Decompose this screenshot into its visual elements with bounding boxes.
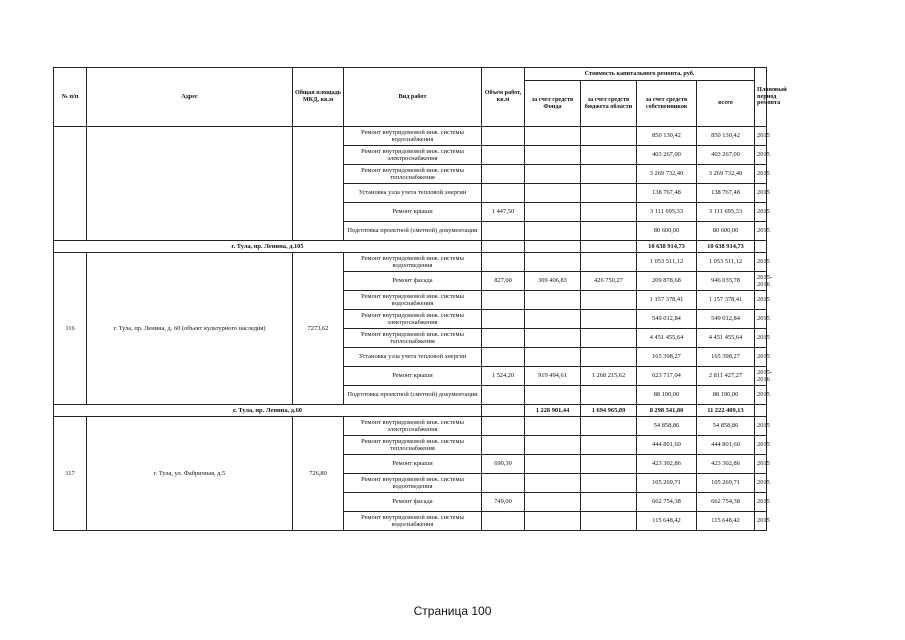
- cost-total: 946 035,78: [697, 272, 755, 291]
- repair-period: 2015: [755, 436, 767, 455]
- cost-own: 1 157 378,41: [637, 291, 697, 310]
- repair-period: 2015: [755, 512, 767, 531]
- cost-own: 1 053 511,12: [637, 253, 697, 272]
- cost-own: 54 858,86: [637, 417, 697, 436]
- total-row: [54, 241, 767, 253]
- cost-own: 444 801,60: [637, 436, 697, 455]
- total-budget: 1 694 965,89: [581, 405, 637, 417]
- row-address: г. Тула, ул. Фабричная, д.5: [87, 417, 293, 531]
- cost-total: 115 648,42: [697, 512, 755, 531]
- cost-total: 80 600,00: [697, 222, 755, 241]
- cost-own: 88 190,00: [637, 386, 697, 405]
- header-area: Общая площадь МКД, кв.м: [293, 68, 344, 127]
- cost-budget: [581, 127, 637, 146]
- work-type: Ремонт внутридомовой инж. системы электроснабжения: [344, 310, 482, 329]
- work-volume: [482, 184, 525, 203]
- table-row: [54, 417, 767, 436]
- cost-total: 138 767,48: [697, 184, 755, 203]
- header-address: Адрес: [87, 68, 293, 127]
- cost-fund: [525, 203, 581, 222]
- cost-budget: [581, 184, 637, 203]
- total-own: 8 298 541,80: [637, 405, 697, 417]
- work-volume: [482, 253, 525, 272]
- cost-own: 80 600,00: [637, 222, 697, 241]
- cost-own: 105 269,71: [637, 474, 697, 493]
- cost-own: 850 130,42: [637, 127, 697, 146]
- work-volume: [482, 386, 525, 405]
- work-type: Ремонт внутридомовой инж. системы электроснабжения: [344, 417, 482, 436]
- repair-period: 2015: [755, 184, 767, 203]
- cost-fund: [525, 310, 581, 329]
- repair-period: 2015: [755, 329, 767, 348]
- row-num: [54, 127, 87, 241]
- cost-total: 3 111 695,33: [697, 203, 755, 222]
- header-fund: за счет средств Фонда: [525, 81, 581, 127]
- total-label: г. Тула, пр. Ленина, д.105: [54, 241, 482, 253]
- repair-period: 2015: [755, 146, 767, 165]
- repair-period: 2015-2016: [755, 367, 767, 386]
- total-own: 10 638 914,73: [637, 241, 697, 253]
- cost-own: 403 267,00: [637, 146, 697, 165]
- cost-total: 662 754,38: [697, 493, 755, 512]
- cost-budget: [581, 253, 637, 272]
- repair-period: 2015: [755, 417, 767, 436]
- row-address: г. Тула, пр. Ленина, д. 60 (объект культурного наследия): [87, 253, 293, 405]
- row-address: [87, 127, 293, 241]
- cost-total: 3 269 732,40: [697, 165, 755, 184]
- repair-period: 2015: [755, 165, 767, 184]
- cost-fund: [525, 455, 581, 474]
- cost-total: 403 267,00: [697, 146, 755, 165]
- work-volume: 1 447,50: [482, 203, 525, 222]
- work-type: Подготовка проектной (сметной) документации: [344, 386, 482, 405]
- work-type: Ремонт внутридомовой инж. системы водоснабжения: [344, 291, 482, 310]
- repair-period: 2015: [755, 455, 767, 474]
- work-type: Ремонт крыши: [344, 455, 482, 474]
- header-num: № п/п: [54, 68, 87, 127]
- row-area: 7273,62: [293, 253, 344, 405]
- cost-own: 138 767,48: [637, 184, 697, 203]
- cost-total: 165 398,27: [697, 348, 755, 367]
- cost-total: 4 451 455,64: [697, 329, 755, 348]
- cost-budget: [581, 203, 637, 222]
- cost-fund: [525, 436, 581, 455]
- cost-own: 3 269 732,40: [637, 165, 697, 184]
- cost-total: 850 130,42: [697, 127, 755, 146]
- work-type: Ремонт внутридомовой инж. системы водоотведения: [344, 474, 482, 493]
- work-type: Ремонт внутридомовой инж. системы электроснабжения: [344, 146, 482, 165]
- total-sum: 11 222 409,13: [697, 405, 755, 417]
- cost-budget: [581, 310, 637, 329]
- cost-own: 549 012,84: [637, 310, 697, 329]
- total-fund: [525, 241, 581, 253]
- work-volume: [482, 127, 525, 146]
- work-type: Ремонт внутридомовой инж. системы водоснабжения: [344, 127, 482, 146]
- repair-period: 2015: [755, 348, 767, 367]
- work-type: Ремонт внутридомовой инж. системы теплоснабжения: [344, 329, 482, 348]
- header-work: Вид работ: [344, 68, 482, 127]
- total-budget: [581, 241, 637, 253]
- work-type: Ремонт фасада: [344, 493, 482, 512]
- cost-fund: [525, 291, 581, 310]
- work-type: Ремонт внутридомовой инж. системы теплоснабжения: [344, 436, 482, 455]
- repair-period: 2015: [755, 386, 767, 405]
- total-period: [755, 405, 767, 417]
- cost-fund: [525, 165, 581, 184]
- cost-fund: [525, 512, 581, 531]
- cost-total: 549 012,84: [697, 310, 755, 329]
- cost-budget: [581, 146, 637, 165]
- total-period: [755, 241, 767, 253]
- header-cost-group: Стоимость капитального ремонта, руб.: [525, 68, 755, 81]
- header-volume: Объем работ, кв.м: [482, 68, 525, 127]
- work-type: Ремонт крыши: [344, 367, 482, 386]
- work-volume: 1 524,20: [482, 367, 525, 386]
- cost-budget: 1 268 215,62: [581, 367, 637, 386]
- cost-fund: [525, 222, 581, 241]
- cost-fund: [525, 474, 581, 493]
- cost-budget: [581, 222, 637, 241]
- work-volume: [482, 474, 525, 493]
- cost-fund: 919 494,61: [525, 367, 581, 386]
- cost-fund: [525, 184, 581, 203]
- total-label: г. Тула, пр. Ленина, д.60: [54, 405, 482, 417]
- cost-own: 209 878,68: [637, 272, 697, 291]
- cost-total: 423 302,86: [697, 455, 755, 474]
- cost-fund: [525, 253, 581, 272]
- row-area: [293, 127, 344, 241]
- work-type: Ремонт внутридомовой инж. системы водоотведения: [344, 253, 482, 272]
- row-num: 117: [54, 417, 87, 531]
- cost-own: 3 111 695,33: [637, 203, 697, 222]
- table-row: [54, 253, 767, 272]
- row-num: 116: [54, 253, 87, 405]
- cost-own: 423 302,86: [637, 455, 697, 474]
- work-volume: [482, 146, 525, 165]
- cost-total: 2 811 427,27: [697, 367, 755, 386]
- work-volume: [482, 222, 525, 241]
- cost-budget: [581, 455, 637, 474]
- cost-budget: [581, 329, 637, 348]
- cost-fund: 309 406,83: [525, 272, 581, 291]
- work-type: Ремонт внутридомовой инж. системы водоснабжения: [344, 512, 482, 531]
- cost-fund: [525, 348, 581, 367]
- cost-total: 54 858,86: [697, 417, 755, 436]
- cost-own: 623 717,04: [637, 367, 697, 386]
- work-volume: [482, 417, 525, 436]
- cost-budget: [581, 493, 637, 512]
- header-total: всего: [697, 81, 755, 127]
- total-row: [54, 405, 767, 417]
- cost-budget: [581, 291, 637, 310]
- repair-period: 2015: [755, 493, 767, 512]
- repair-period: 2015: [755, 291, 767, 310]
- work-volume: [482, 436, 525, 455]
- header-budget: за счет средств бюджета области: [581, 81, 637, 127]
- work-type: Подготовка проектной (сметной) документации: [344, 222, 482, 241]
- repair-cost-table: [53, 67, 787, 531]
- work-type: Ремонт крыши: [344, 203, 482, 222]
- cost-budget: [581, 348, 637, 367]
- cost-fund: [525, 127, 581, 146]
- work-volume: [482, 348, 525, 367]
- cost-own: 165 398,27: [637, 348, 697, 367]
- cost-budget: [581, 417, 637, 436]
- work-volume: [482, 310, 525, 329]
- work-volume: [482, 329, 525, 348]
- work-type: Установка узла учета тепловой энергии: [344, 184, 482, 203]
- cost-budget: [581, 165, 637, 184]
- cost-fund: [525, 329, 581, 348]
- cost-budget: [581, 386, 637, 405]
- total-sum: 10 638 914,73: [697, 241, 755, 253]
- page-number: Страница 100: [413, 604, 492, 618]
- cost-budget: [581, 512, 637, 531]
- cost-budget: [581, 436, 637, 455]
- cost-budget: 426 750,27: [581, 272, 637, 291]
- header-own: за счет средств собственников: [637, 81, 697, 127]
- header-period: Плановый период ремонта: [755, 68, 767, 127]
- work-volume: [482, 291, 525, 310]
- row-area: 726,80: [293, 417, 344, 531]
- work-volume: [482, 165, 525, 184]
- work-volume: 690,30: [482, 455, 525, 474]
- repair-period: 2015: [755, 222, 767, 241]
- cost-fund: [525, 146, 581, 165]
- cost-total: 105 269,71: [697, 474, 755, 493]
- repair-period: 2015: [755, 474, 767, 493]
- repair-period: 2015: [755, 127, 767, 146]
- repair-period: 2015: [755, 253, 767, 272]
- work-volume: 749,00: [482, 493, 525, 512]
- work-volume: 827,00: [482, 272, 525, 291]
- cost-budget: [581, 474, 637, 493]
- cost-fund: [525, 493, 581, 512]
- repair-period: 2015: [755, 203, 767, 222]
- work-type: Ремонт фасада: [344, 272, 482, 291]
- cost-total: 444 801,60: [697, 436, 755, 455]
- total-volume: [482, 405, 525, 417]
- cost-total: 88 190,00: [697, 386, 755, 405]
- cost-own: 4 451 455,64: [637, 329, 697, 348]
- cost-own: 115 648,42: [637, 512, 697, 531]
- cost-total: 1 157 378,41: [697, 291, 755, 310]
- cost-own: 662 754,38: [637, 493, 697, 512]
- table-row: [54, 127, 767, 146]
- cost-fund: [525, 386, 581, 405]
- work-type: Установка узла учета тепловой энергии: [344, 348, 482, 367]
- total-fund: 1 228 901,44: [525, 405, 581, 417]
- cost-total: 1 053 511,12: [697, 253, 755, 272]
- total-volume: [482, 241, 525, 253]
- work-volume: [482, 512, 525, 531]
- repair-period: 2015-2016: [755, 272, 767, 291]
- repair-period: 2015: [755, 310, 767, 329]
- work-type: Ремонт внутридомовой инж. системы теплоснабжения: [344, 165, 482, 184]
- cost-fund: [525, 417, 581, 436]
